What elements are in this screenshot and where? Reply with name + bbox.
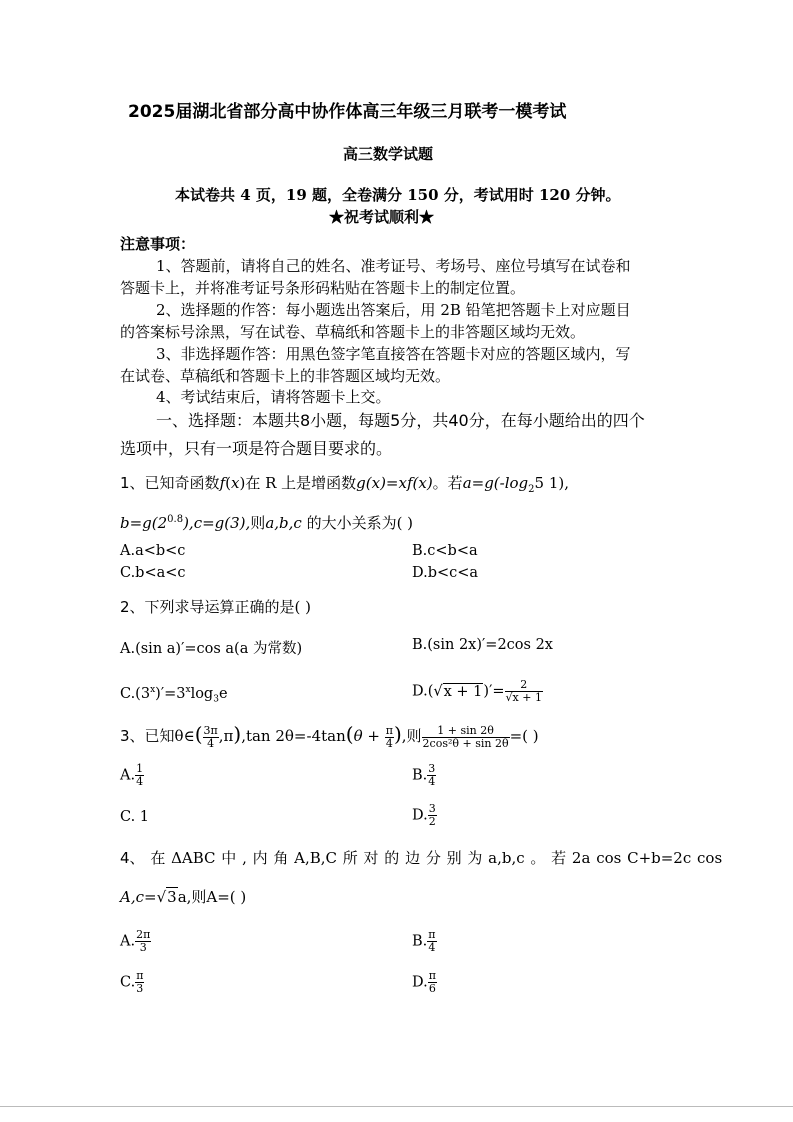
section-1-heading-line-2: 选项中，只有一项是符合题目要求的。: [120, 439, 393, 458]
notice-item-1-line-2: 答题卡上，并将准考证号条形码粘贴在答题卡上的制定位置。: [120, 279, 526, 297]
question-3-stem: 3、已知θ∈( $\frac{3\pi}{4}$ ,π),tan 2θ=-4tan(θ + $\frac{\pi}{4}$ ),则 $\frac{1 + \sin 2\theta}{\text{2cos²θ + sin 2θ}}$ =( ): [120, 722, 539, 750]
question-1-stem-line-2: $b=g(2^{0.8}),c=g(3)$,则a,b,c 的大小关系为( ): [120, 514, 414, 532]
question-1-option-d: D.b<c<a: [412, 565, 479, 581]
question-1-option-a: A.a<b<c: [120, 543, 186, 559]
notice-item-3-line-1: 3、非选择题作答：用黑色签字笔直接答在答题卡对应的答题区域内，写: [156, 345, 631, 363]
question-2-option-b: B.(sin 2x)′=2cos 2x: [412, 637, 553, 653]
question-4-number: 4: [120, 849, 130, 867]
question-2-option-d: D.(√x + 1)′= $\frac{2}{√x + 1}$: [412, 678, 542, 704]
page-bottom-divider: [0, 1106, 793, 1107]
question-3-number: 3、: [120, 727, 145, 745]
exam-title: 2025届湖北省部分高中协作体高三年级三月联考一模考试: [128, 102, 567, 122]
exam-info: 本试卷共 4 页，19 题，全卷满分 150 分，考试用时 120 分钟。: [175, 186, 621, 204]
question-1-option-b: B.c<b<a: [412, 543, 478, 559]
section-1-heading: 一、选择题：本题共8小题，每题5分，共40分，在每小题给出的四个: [156, 411, 645, 430]
question-3-option-d: D. $\frac{3}{2}$: [412, 802, 436, 828]
question-2-number: 2、: [120, 598, 145, 616]
question-3-option-b: B. $\frac{3}{4}$: [412, 762, 436, 788]
notice-item-1-line-1: 1、答题前，请将自己的姓名、准考证号、考场号、座位号填写在试卷和: [156, 257, 631, 275]
question-2-option-a: A.(sin a)′=cos a(a 为常数): [120, 641, 303, 657]
question-3-option-a: A. $\frac{1}{4}$: [120, 762, 144, 788]
question-1-stem: 1、已知奇函数f(x)在 R 上是增函数g(x)=xf(x)。若$a=g(-\log_25$ 1),: [120, 474, 570, 495]
good-luck: ★祝考试顺利★: [329, 208, 435, 226]
notice-item-2-line-2: 的答案标号涂黑，写在试卷、草稿纸和答题卡上的非答题区域均无效。: [120, 323, 586, 341]
question-3-option-c: C. 1: [120, 809, 150, 825]
question-3-fraction: $\frac{1 + \sin 2\theta}{\text{2cos²θ + sin 2θ}}$: [422, 723, 509, 750]
question-2-option-c: $C.(3^x)'=3^x\log_3e$: [120, 685, 228, 705]
question-4-option-d: D. $\frac{\pi}{6}$: [412, 969, 436, 995]
question-1-option-c: C.b<a<c: [120, 565, 186, 581]
question-4-stem: 4、 在 ΔABC 中 , 内 角 A,B,C 所 对 的 边 分 别 为 a,b,c 。 若 2a cos C+b=2c cos: [120, 849, 723, 867]
question-4-option-a: A. $\frac{2\pi}{3}$: [120, 928, 151, 954]
notice-item-2-line-1: 2、选择题的作答：每小题选出答案后，用 2B 铅笔把答题卡上对应题目: [156, 301, 631, 319]
notice-item-3-line-2: 在试卷、草稿纸和答题卡上的非答题区域均无效。: [120, 367, 451, 385]
question-4-option-c: C. $\frac{\pi}{3}$: [120, 969, 144, 995]
notice-heading: 注意事项：: [120, 235, 196, 253]
question-1-number: 1、: [120, 474, 145, 492]
question-2-stem: 2、下列求导运算正确的是( ): [120, 598, 312, 616]
question-4-option-b: B. $\frac{\pi}{4}$: [412, 928, 436, 954]
question-4-stem-line-2: A,c=√3a,则A=( ): [120, 888, 247, 906]
page-subtitle: 高三数学试题: [343, 145, 434, 163]
question-2-option-d-fraction: $\frac{2}{√x + 1}$: [505, 678, 542, 704]
notice-item-4: 4、考试结束后，请将答题卡上交。: [156, 388, 391, 406]
